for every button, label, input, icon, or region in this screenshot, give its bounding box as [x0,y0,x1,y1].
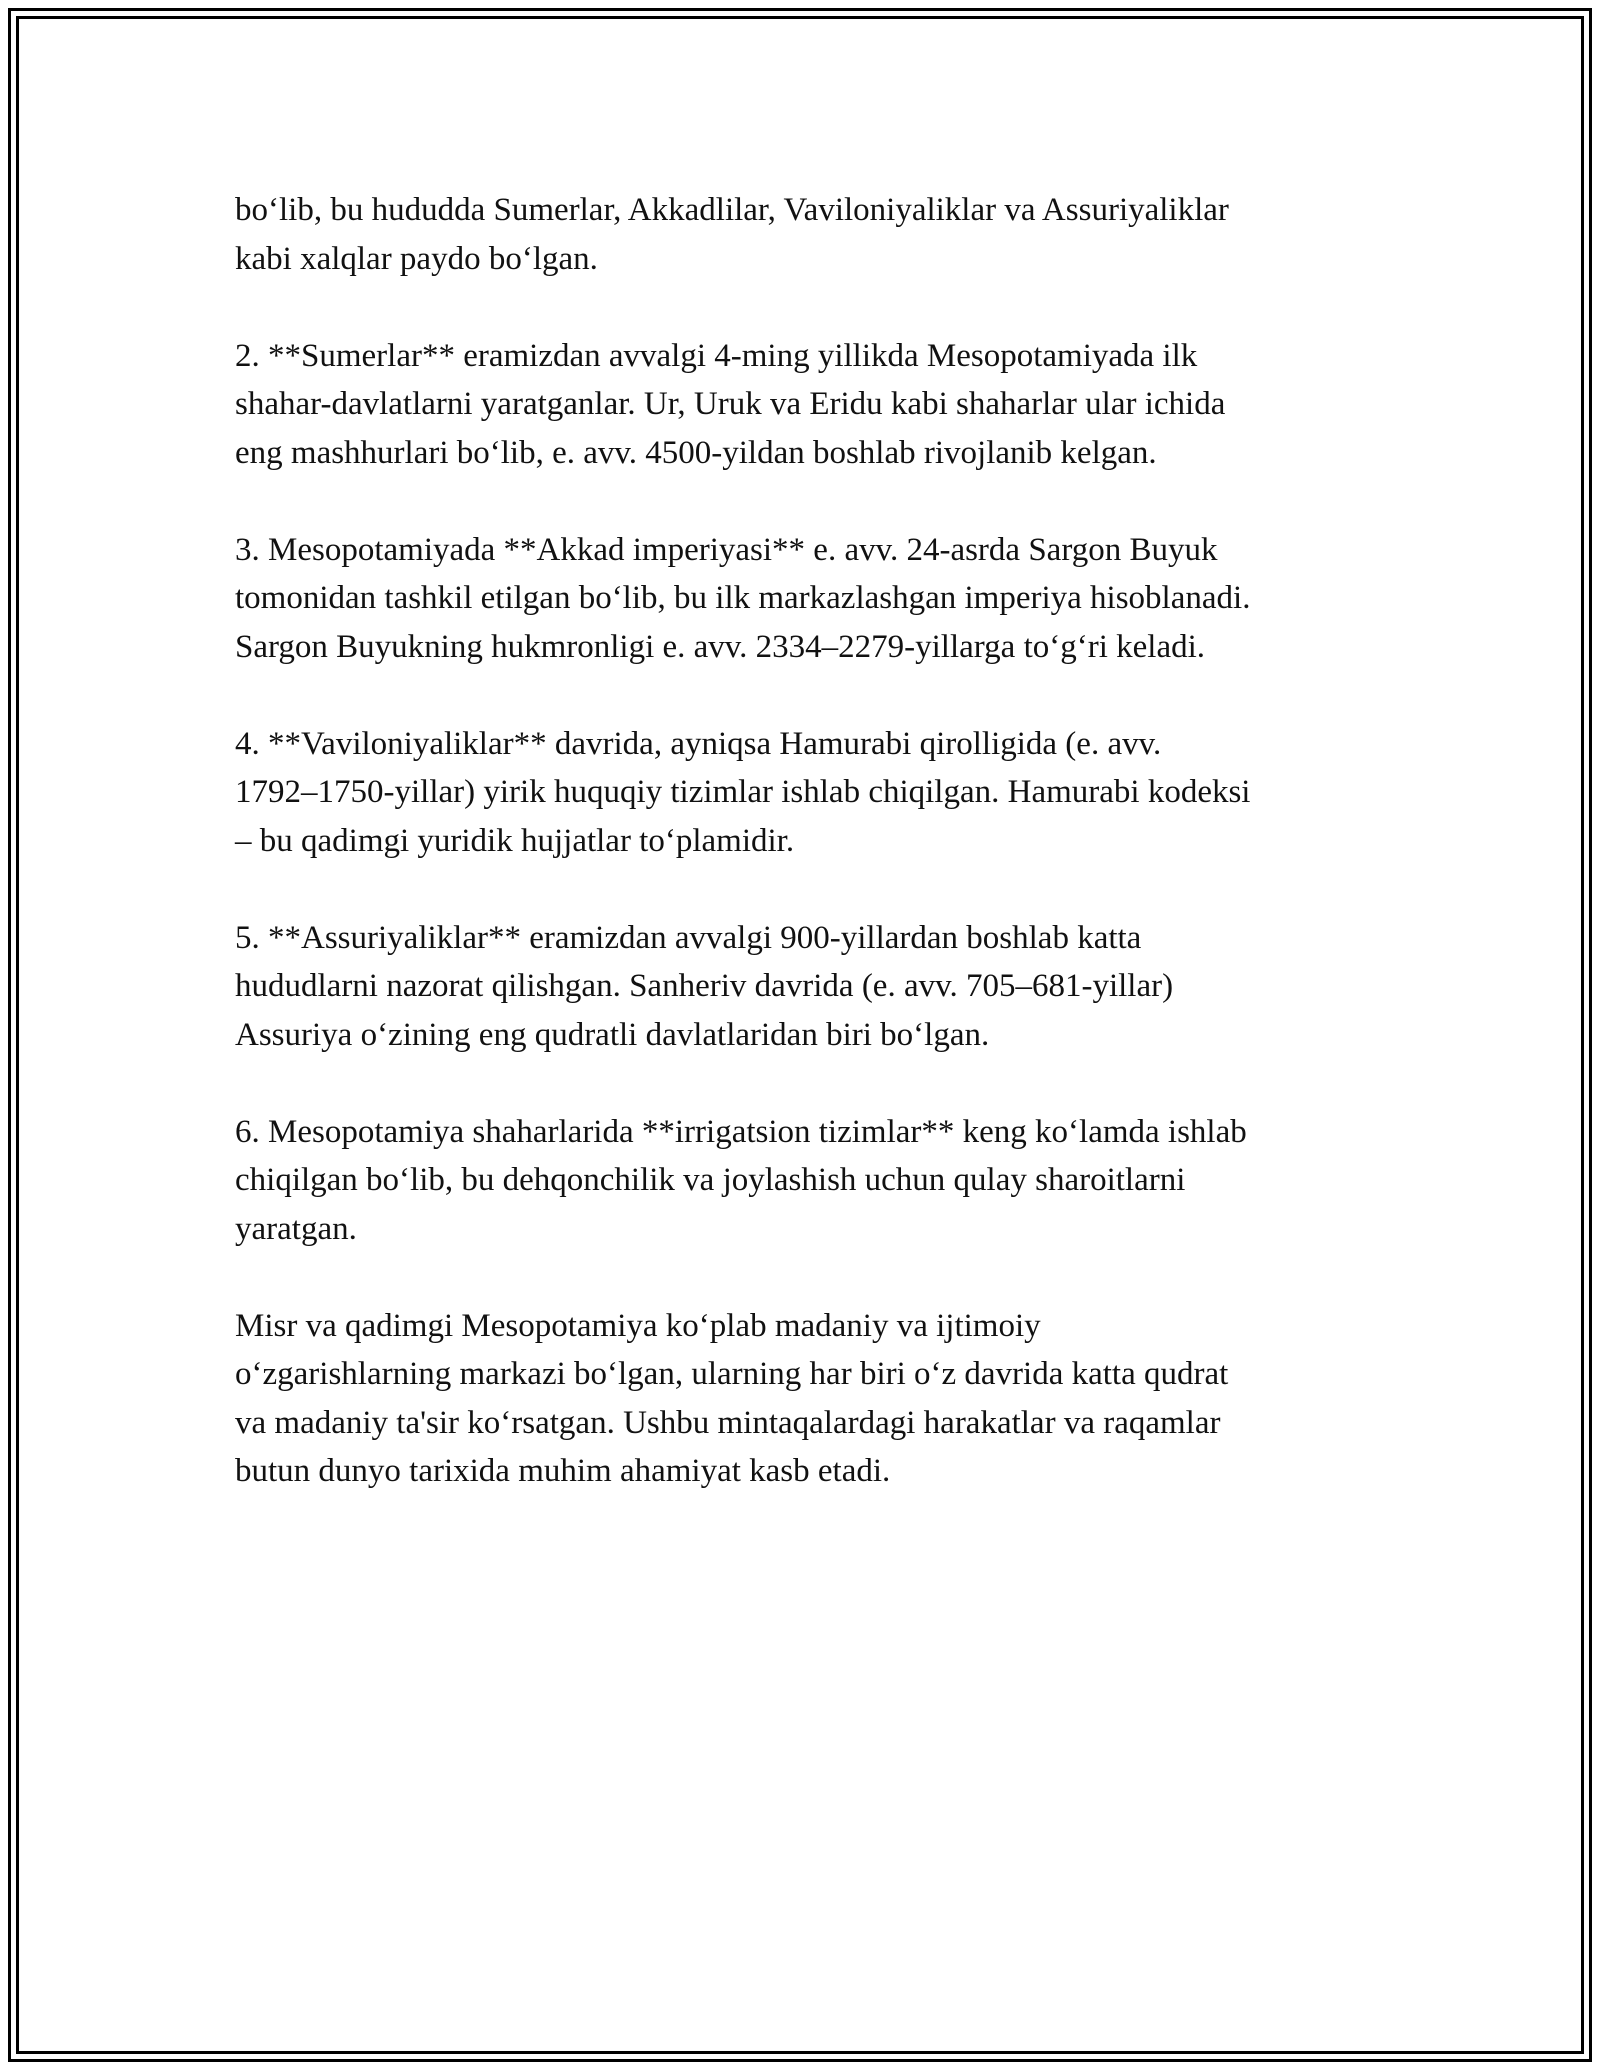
paragraph-sumerlar: 2. **Sumerlar** eramizdan avvalgi 4-ming yillikda Mesopotamiyada ilk shahar-davlatlarni yaratganlar. Ur, Uruk va Eridu kabi shaharlar ular ichida eng mashhurlari bo‘lib, e. avv. 4500-yildan boshlab rivojlanib kelgan. [235,337,1226,471]
paragraph-continuation: bo‘lib, bu hududda Sumerlar, Akkadlilar, Vaviloniyaliklar va Assuriyaliklar kabi xalqlar paydo bo‘lgan. [235,192,1229,277]
paragraph-conclusion: Misr va qadimgi Mesopotamiya ko‘plab madaniy va ijtimoiy o‘zgarishlarning markazi bo‘lgan, ularning har biri o‘z davrida katta qudrat va madaniy ta'sir ko‘rsatgan. Ushbu mintaqalardagi harakatlar va raqamlar butun dunyo tarixida muhim ahamiyat kasb etadi. [235,1307,1229,1489]
paragraph-vaviloniyaliklar: 4. **Vaviloniyaliklar** davrida, ayniqsa Hamurabi qirolligida (e. avv. 1792–1750-yillar) yirik huquqiy tizimlar ishlab chiqilgan. Hamurabi kodeksi – bu qadimgi yuridik hujjatlar to‘plamidir. [235,725,1251,859]
paragraph-irrigatsion-tizimlar: 6. Mesopotamiya shaharlarida **irrigatsion tizimlar** keng ko‘lamda ishlab chiqilgan bo‘lib, bu dehqonchilik va joylashish uchun qulay sharoitlarni yaratgan. [235,1113,1247,1247]
paragraph-assuriyaliklar: 5. **Assuriyaliklar** eramizdan avvalgi 900-yillardan boshlab katta hududlarni nazorat qilishgan. Sanheriv davrida (e. avv. 705–681-yillar) Assuriya o‘zining eng qudratli davlatlaridan biri bo‘lgan. [235,919,1174,1053]
paragraph-akkad-imperiyasi: 3. Mesopotamiyada **Akkad imperiyasi** e. avv. 24-asrda Sargon Buyuk tomonidan tashkil etilgan bo‘lib, bu ilk markazlashgan imperiya hisoblanadi. Sargon Buyukning hukmronligi e. avv. 2334–2279-yillarga to‘g‘ri keladi. [235,531,1251,665]
document-body [235,186,1385,1544]
